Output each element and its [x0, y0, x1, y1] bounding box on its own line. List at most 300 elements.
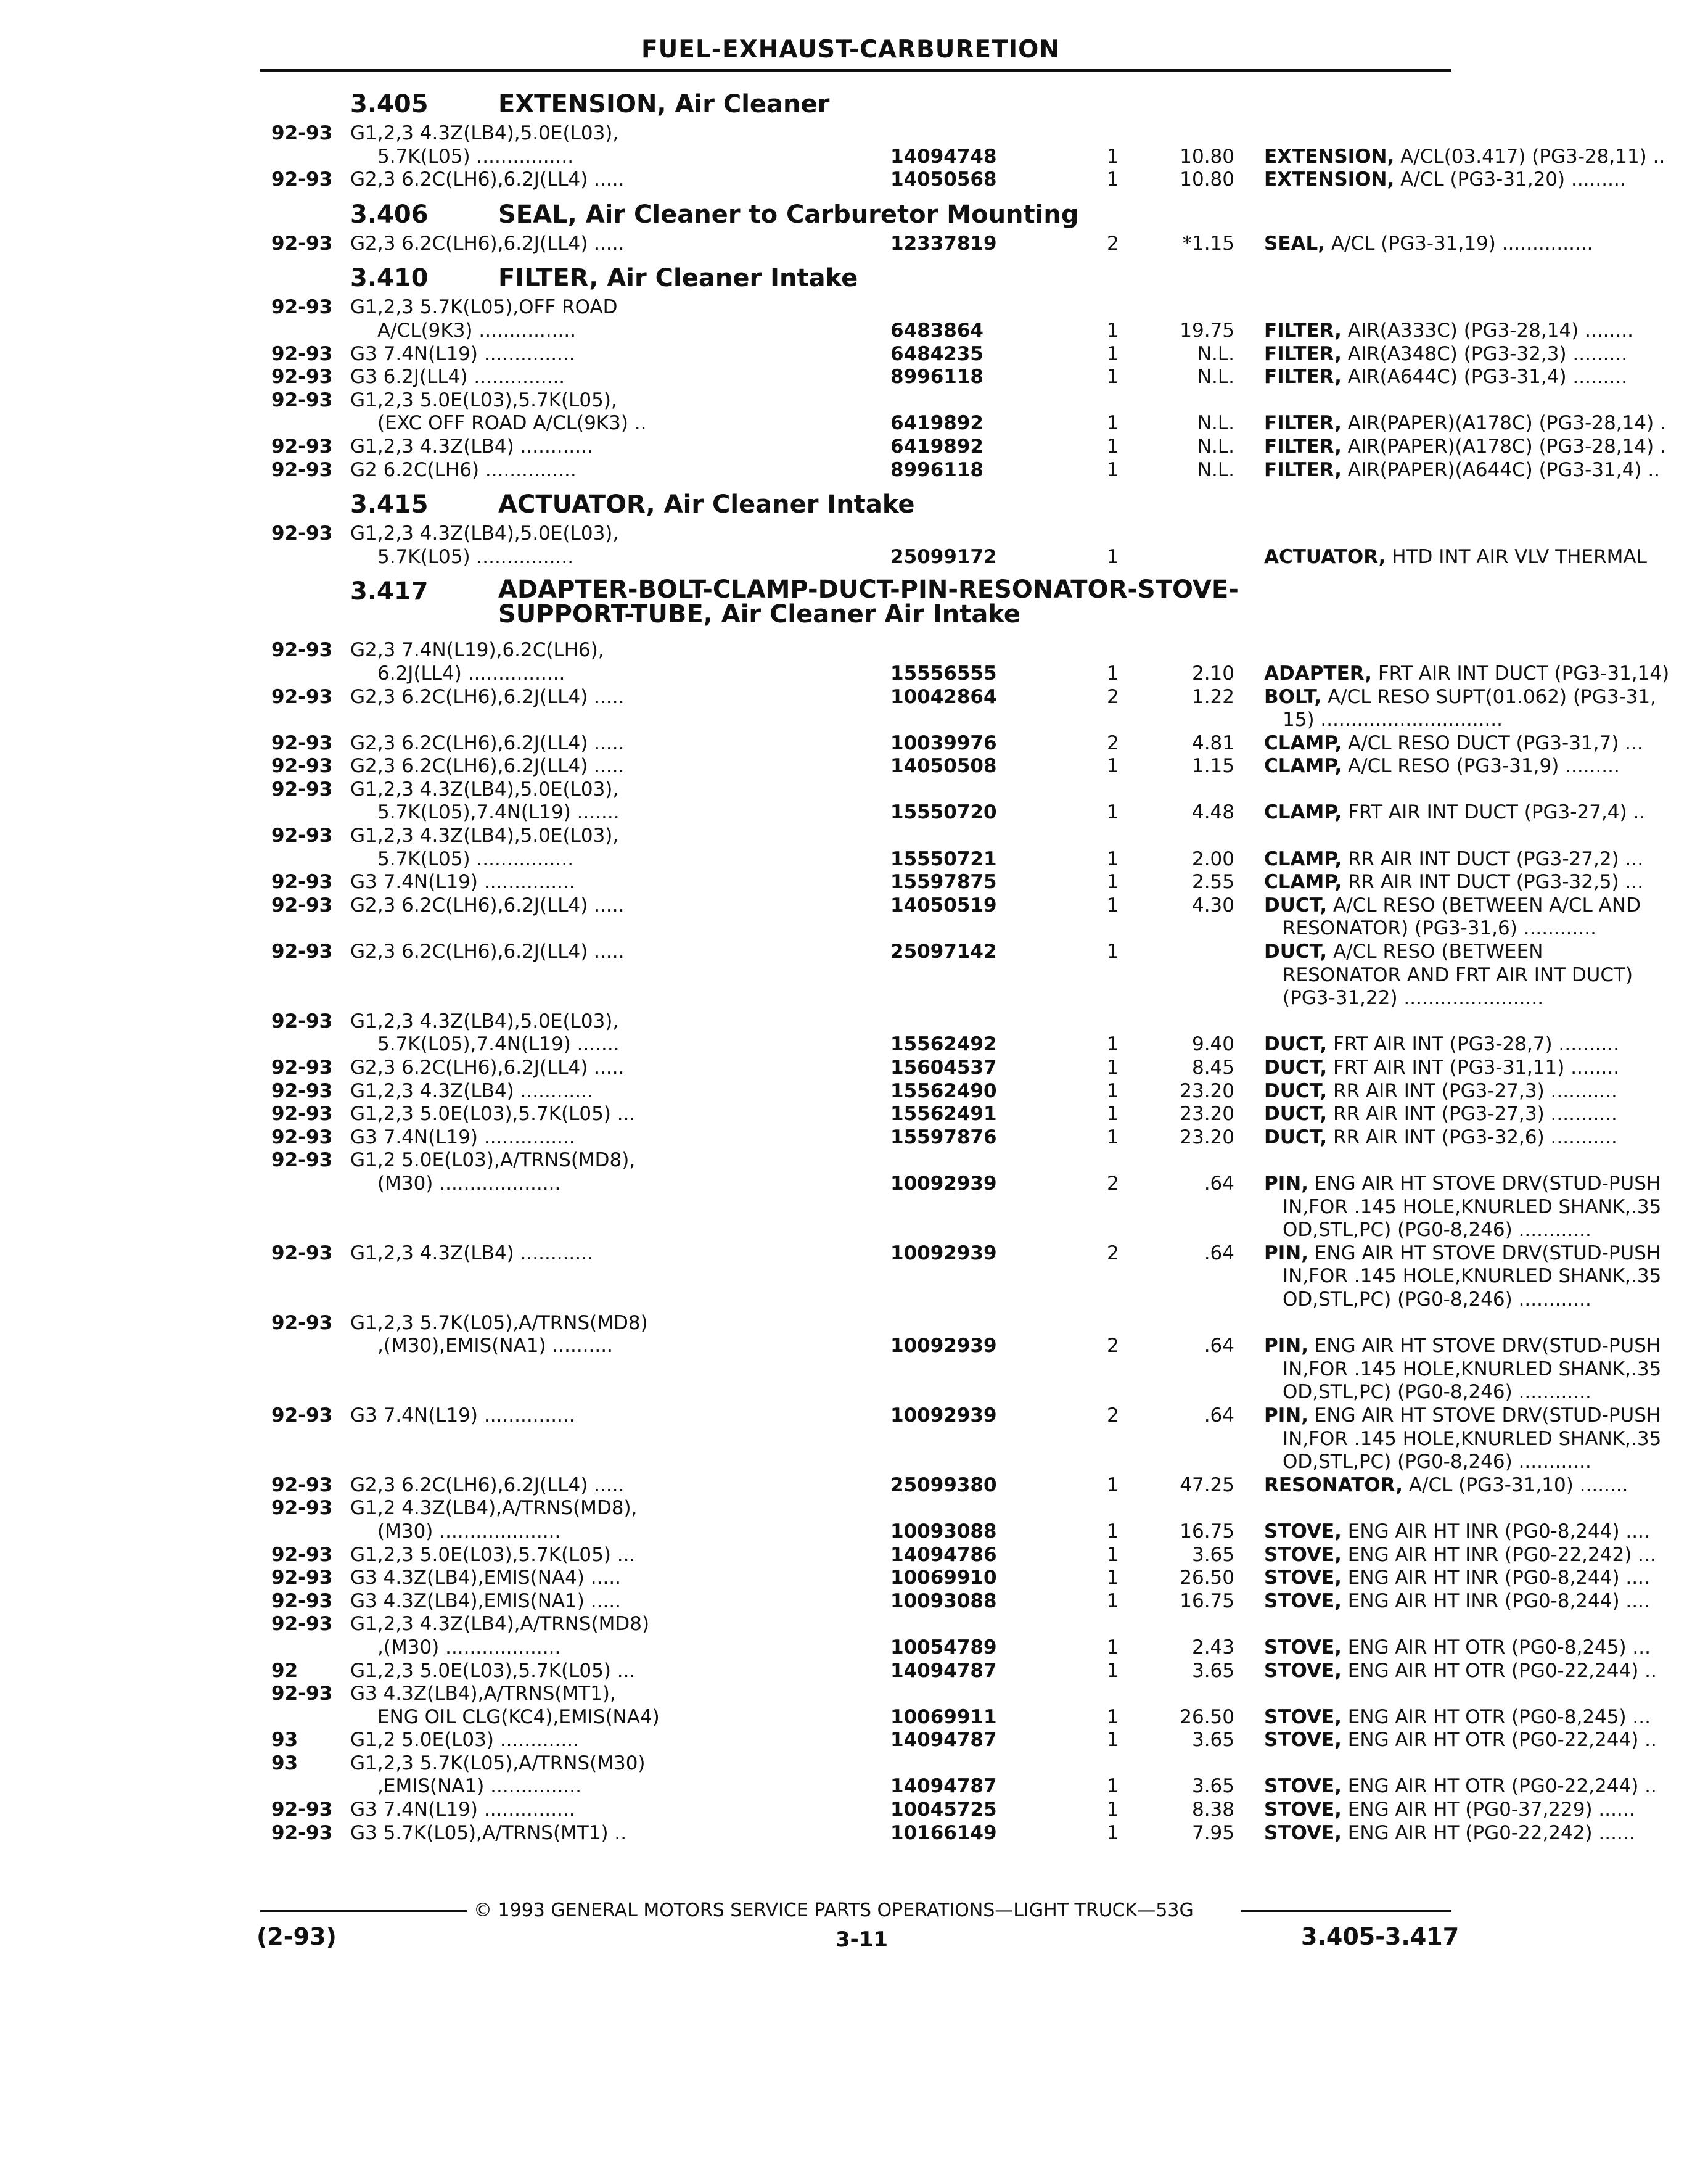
quantity: 2: [1107, 1242, 1119, 1264]
price: 16.75: [1180, 1589, 1234, 1612]
application: [350, 1126, 942, 1150]
price: 9.40: [1191, 1033, 1234, 1056]
description: [1264, 941, 1708, 1010]
application-line: (M30) ....................: [377, 1172, 561, 1195]
model-year: 92-93: [271, 639, 333, 662]
quantity: 1: [1107, 847, 1119, 870]
quantity: 1: [1107, 1057, 1119, 1079]
model-year: 92-93: [271, 296, 333, 319]
application-line: G3 4.3Z(LB4),A/TRNS(MT1),: [350, 1683, 616, 1705]
description-keyword: STOVE,: [1264, 1729, 1342, 1752]
model-year: 92-93: [271, 685, 333, 708]
description: [1264, 1103, 1708, 1126]
model-year: 92-93: [271, 941, 333, 963]
price: 2.55: [1191, 871, 1234, 894]
application-line: G1,2,3 5.7K(L05),A/TRNS(MD8): [350, 1311, 648, 1334]
description: [1264, 662, 1708, 686]
description-keyword: FILTER,: [1264, 319, 1342, 342]
section-title-line: SUPPORT-TUBE, Air Cleaner Air Intake: [498, 600, 1020, 629]
part-number: 25097142: [890, 941, 997, 963]
description-line: IN,FOR .145 HOLE,KNURLED SHANK,.35: [1283, 1427, 1662, 1450]
part-number: 6419892: [890, 412, 983, 435]
application-line: (M30) ....................: [377, 1520, 561, 1543]
description-keyword: DUCT,: [1264, 941, 1328, 963]
part-number: 14050508: [890, 755, 997, 778]
description-line: STOVE, ENG AIR HT OTR (PG0-22,244) ..: [1264, 1729, 1657, 1752]
application-line: 5.7K(L05) ................: [377, 145, 574, 168]
description-keyword: CLAMP,: [1264, 755, 1342, 778]
application-line: G2,3 6.2C(LH6),6.2J(LL4) .....: [350, 1473, 625, 1496]
application: [350, 825, 942, 871]
application-line: G1,2,3 4.3Z(LB4),5.0E(L03),: [350, 778, 619, 801]
model-year: 92: [271, 1659, 298, 1682]
description-line: 15) ..............................: [1283, 709, 1503, 731]
description: [1264, 412, 1708, 435]
part-number: 10093088: [890, 1520, 997, 1543]
description-keyword: PIN,: [1264, 1335, 1308, 1357]
description: [1264, 1590, 1708, 1613]
description-line: RESONATOR) (PG3-31,6) ............: [1283, 917, 1596, 940]
part-row: [271, 871, 1644, 894]
description-keyword: CLAMP,: [1264, 847, 1342, 870]
application-line: G1,2,3 4.3Z(LB4),5.0E(L03),: [350, 122, 619, 144]
quantity: 2: [1107, 1335, 1119, 1357]
price: 19.75: [1180, 319, 1234, 342]
description: [1264, 435, 1708, 459]
model-year: 92-93: [271, 1311, 333, 1334]
quantity: 1: [1107, 168, 1119, 191]
quantity: 1: [1107, 1636, 1119, 1658]
quantity: 1: [1107, 871, 1119, 894]
price: 1.22: [1191, 685, 1234, 708]
description-line: CLAMP, RR AIR INT DUCT (PG3-27,2) ...: [1264, 847, 1644, 870]
model-year: 92-93: [271, 1103, 333, 1126]
quantity: 1: [1107, 1543, 1119, 1566]
price: 2.10: [1191, 662, 1234, 685]
application-line: ,(M30),EMIS(NA1) ..........: [377, 1335, 613, 1357]
description: [1264, 801, 1708, 825]
part-row: [271, 522, 1647, 569]
footer-rule-left: [260, 1910, 467, 1912]
price: 16.75: [1180, 1520, 1234, 1543]
application: [350, 1822, 942, 1845]
description-line: DUCT, FRT AIR INT (PG3-28,7) ..........: [1264, 1033, 1620, 1056]
quantity: 1: [1107, 1659, 1119, 1682]
description-line: DUCT, RR AIR INT (PG3-32,6) ...........: [1264, 1126, 1617, 1148]
description-keyword: DUCT,: [1264, 1033, 1328, 1056]
part-number: 14094748: [890, 145, 997, 168]
model-year: 92-93: [271, 755, 333, 778]
price: 8.38: [1191, 1798, 1234, 1821]
model-year: 92-93: [271, 458, 333, 481]
application-line: G3 5.7K(L05),A/TRNS(MT1) ..: [350, 1821, 627, 1844]
quantity: 1: [1107, 366, 1119, 389]
part-row: [271, 122, 1665, 168]
description-line: IN,FOR .145 HOLE,KNURLED SHANK,.35: [1283, 1265, 1662, 1288]
application-line: G1,2 5.0E(L03),A/TRNS(MD8),: [350, 1149, 636, 1172]
model-year: 92-93: [271, 1543, 333, 1566]
quantity: 1: [1107, 1473, 1119, 1496]
application-line: G3 7.4N(L19) ...............: [350, 1798, 575, 1821]
application-line: 5.7K(L05),7.4N(L19) .......: [377, 801, 620, 824]
application-line: G1,2 4.3Z(LB4),A/TRNS(MD8),: [350, 1497, 638, 1520]
description: [1264, 1775, 1708, 1798]
description-line: STOVE, ENG AIR HT INR (PG0-8,244) ....: [1264, 1520, 1650, 1543]
header-rule: [260, 69, 1451, 72]
part-row: [271, 1057, 1620, 1080]
part-row: [271, 1821, 1635, 1845]
description: [1264, 1798, 1708, 1822]
part-row: [271, 1404, 1662, 1474]
description-line: IN,FOR .145 HOLE,KNURLED SHANK,.35: [1283, 1357, 1662, 1380]
part-number: 14094787: [890, 1659, 997, 1682]
part-row: [271, 1543, 1656, 1567]
description-line: EXTENSION, A/CL (PG3-31,20) .........: [1264, 168, 1626, 191]
part-number: 15562491: [890, 1103, 997, 1126]
price: N.L.: [1197, 458, 1234, 481]
description-line: STOVE, ENG AIR HT INR (PG0-8,244) ....: [1264, 1567, 1650, 1589]
section-title-line: ACTUATOR, Air Cleaner Intake: [498, 490, 915, 519]
application-line: G3 7.4N(L19) ...............: [350, 342, 575, 365]
application: [350, 343, 942, 366]
part-row: [271, 296, 1633, 342]
description-line: RESONATOR, A/CL (PG3-31,10) ........: [1264, 1473, 1628, 1496]
part-row: [271, 755, 1620, 778]
application-line: G2 6.2C(LH6) ...............: [350, 458, 577, 481]
part-row: [271, 458, 1661, 482]
price: N.L.: [1197, 435, 1234, 458]
description: [1264, 1660, 1708, 1683]
description: [1264, 319, 1708, 343]
model-year: 92-93: [271, 1473, 333, 1496]
part-number: 8996118: [890, 366, 983, 389]
description: [1264, 1172, 1708, 1242]
description-line: CLAMP, A/CL RESO DUCT (PG3-31,7) ...: [1264, 731, 1643, 754]
section-number: 3.405: [350, 90, 429, 118]
part-row: [271, 232, 1593, 256]
description: [1264, 343, 1708, 366]
part-number: 10069910: [890, 1567, 997, 1589]
description-line: SEAL, A/CL (PG3-31,19) ...............: [1264, 232, 1593, 255]
application-line: G2,3 6.2C(LH6),6.2J(LL4) .....: [350, 685, 625, 708]
model-year: 92-93: [271, 342, 333, 365]
description: [1264, 366, 1708, 389]
application: [350, 778, 942, 825]
part-number: 15597875: [890, 871, 997, 894]
quantity: 2: [1107, 1404, 1119, 1427]
application-line: 5.7K(L05) ................: [377, 545, 574, 568]
application: [350, 686, 942, 709]
quantity: 1: [1107, 458, 1119, 481]
application-line: 5.7K(L05),7.4N(L19) .......: [377, 1033, 620, 1056]
description-line: FILTER, AIR(PAPER)(A644C) (PG3-31,4) ..: [1264, 458, 1661, 481]
section-title-line: ADAPTER-BOLT-CLAMP-DUCT-PIN-RESONATOR-STOVE-: [498, 575, 1239, 604]
application-line: 5.7K(L05) ................: [377, 847, 574, 870]
model-year: 92-93: [271, 1149, 333, 1172]
application: [350, 1057, 942, 1080]
part-row: [271, 389, 1666, 435]
description-line: OD,STL,PC) (PG0-8,246) ............: [1283, 1381, 1591, 1404]
copyright-notice: © 1993 GENERAL MOTORS SERVICE PARTS OPERATIONS—LIGHT TRUCK—53G: [474, 1900, 1194, 1921]
part-number: 15556555: [890, 662, 997, 685]
part-number: 6483864: [890, 319, 983, 342]
price: 4.30: [1191, 894, 1234, 917]
application: [350, 871, 942, 894]
price: *1.15: [1182, 232, 1234, 255]
description-keyword: STOVE,: [1264, 1659, 1342, 1682]
description-line: CLAMP, RR AIR INT DUCT (PG3-32,5) ...: [1264, 871, 1644, 894]
description-keyword: EXTENSION,: [1264, 145, 1395, 168]
part-number: 14094787: [890, 1775, 997, 1798]
quantity: 1: [1107, 145, 1119, 168]
part-row: [271, 941, 1633, 1010]
description: [1264, 1126, 1708, 1150]
part-number: 10054789: [890, 1636, 997, 1658]
part-row: [271, 825, 1644, 871]
parts-listing: [271, 81, 1670, 1845]
description-line: FILTER, AIR(PAPER)(A178C) (PG3-28,14) .: [1264, 435, 1666, 458]
description: [1264, 894, 1708, 941]
application: [350, 894, 942, 918]
section-title: [498, 490, 915, 519]
quantity: 1: [1107, 1705, 1119, 1728]
quantity: 1: [1107, 1033, 1119, 1056]
description-keyword: FILTER,: [1264, 342, 1342, 365]
description-keyword: CLAMP,: [1264, 731, 1342, 754]
description-keyword: DUCT,: [1264, 1126, 1328, 1148]
description: [1264, 871, 1708, 894]
description-keyword: PIN,: [1264, 1242, 1308, 1264]
application-line: G1,2,3 4.3Z(LB4) ............: [350, 435, 593, 458]
part-number: 10069911: [890, 1705, 997, 1728]
description-keyword: CLAMP,: [1264, 801, 1342, 824]
part-row: [271, 1079, 1617, 1103]
model-year: 92-93: [271, 871, 333, 894]
part-number: 14050568: [890, 168, 997, 191]
description-keyword: STOVE,: [1264, 1520, 1342, 1543]
description-keyword: STOVE,: [1264, 1705, 1342, 1728]
application: [350, 459, 942, 482]
quantity: 1: [1107, 1821, 1119, 1844]
model-year: 93: [271, 1752, 298, 1774]
application-line: G1,2,3 5.0E(L03),5.7K(L05) ...: [350, 1543, 636, 1566]
application: [350, 522, 942, 569]
part-number: 15562490: [890, 1079, 997, 1102]
part-number: 10093088: [890, 1589, 997, 1612]
part-row: [271, 1473, 1628, 1497]
section-title: [498, 264, 858, 292]
model-year: 92-93: [271, 1010, 333, 1032]
description-keyword: DUCT,: [1264, 894, 1328, 917]
description-keyword: BOLT,: [1264, 685, 1322, 708]
model-year: 92-93: [271, 435, 333, 458]
part-row: [271, 168, 1626, 192]
price: 4.81: [1191, 731, 1234, 754]
page-header-title: FUEL-EXHAUST-CARBURETION: [641, 36, 1060, 64]
description-keyword: STOVE,: [1264, 1821, 1342, 1844]
application: [350, 1103, 942, 1126]
description-line: STOVE, ENG AIR HT OTR (PG0-22,244) ..: [1264, 1659, 1657, 1682]
description: [1264, 1404, 1708, 1474]
part-row: [271, 1103, 1617, 1126]
application-line: ,(M30) ...................: [377, 1636, 561, 1658]
price: 47.25: [1180, 1473, 1234, 1496]
description: [1264, 459, 1708, 482]
price: 3.65: [1191, 1775, 1234, 1798]
part-number: 15550720: [890, 801, 997, 824]
description: [1264, 1242, 1708, 1312]
description: [1264, 1567, 1708, 1590]
section-heading: [271, 194, 1461, 233]
description-keyword: FILTER,: [1264, 366, 1342, 389]
application: [350, 389, 942, 435]
part-row: [271, 639, 1670, 685]
application-line: G3 7.4N(L19) ...............: [350, 1126, 575, 1148]
part-number: 10045725: [890, 1798, 997, 1821]
description-line: STOVE, ENG AIR HT OTR (PG0-8,245) ...: [1264, 1636, 1651, 1658]
description-keyword: FILTER,: [1264, 435, 1342, 458]
description: [1264, 146, 1708, 169]
application-line: G1,2,3 4.3Z(LB4) ............: [350, 1079, 593, 1102]
model-year: 92-93: [271, 122, 333, 144]
application: [350, 1010, 942, 1057]
price: 4.48: [1191, 801, 1234, 824]
model-year: 92-93: [271, 1126, 333, 1148]
model-year: 92-93: [271, 522, 333, 545]
section-title-line: EXTENSION, Air Cleaner: [498, 90, 830, 118]
quantity: 2: [1107, 1172, 1119, 1195]
description-line: DUCT, RR AIR INT (PG3-27,3) ...........: [1264, 1103, 1617, 1126]
description-line: DUCT, FRT AIR INT (PG3-31,11) ........: [1264, 1057, 1620, 1079]
model-year: 92-93: [271, 1683, 333, 1705]
application: [350, 1080, 942, 1103]
description-line: STOVE, ENG AIR HT OTR (PG0-8,245) ...: [1264, 1705, 1651, 1728]
model-year: 92-93: [271, 894, 333, 917]
description-line: FILTER, AIR(A348C) (PG3-32,3) .........: [1264, 342, 1628, 365]
part-row: [271, 731, 1643, 756]
section-title-line: SEAL, Air Cleaner to Carburetor Mounting: [498, 200, 1079, 229]
part-number: 10092939: [890, 1242, 997, 1264]
price: .64: [1204, 1242, 1234, 1264]
price: 26.50: [1180, 1705, 1234, 1728]
model-year: 92-93: [271, 1497, 333, 1520]
quantity: 1: [1107, 941, 1119, 963]
quantity: 1: [1107, 342, 1119, 365]
part-number: 6419892: [890, 435, 983, 458]
model-year: 92-93: [271, 1057, 333, 1079]
part-row: [271, 1659, 1657, 1683]
section-title: [498, 577, 1239, 627]
quantity: 1: [1107, 319, 1119, 342]
application: [350, 1497, 942, 1543]
description-keyword: STOVE,: [1264, 1775, 1342, 1798]
description-line: CLAMP, FRT AIR INT DUCT (PG3-27,4) ..: [1264, 801, 1646, 824]
quantity: 1: [1107, 662, 1119, 685]
application-line: G1,2,3 4.3Z(LB4),5.0E(L03),: [350, 1010, 619, 1032]
description-keyword: FILTER,: [1264, 458, 1342, 481]
description-line: BOLT, A/CL RESO SUPT(01.062) (PG3-31,: [1264, 685, 1656, 708]
application-line: G1,2 5.0E(L03) .............: [350, 1729, 579, 1752]
description-line: OD,STL,PC) (PG0-8,246) ............: [1283, 1219, 1591, 1242]
application: [350, 941, 942, 964]
application: [350, 122, 942, 168]
application: [350, 366, 942, 389]
application-line: G1,2,3 5.7K(L05),OFF ROAD: [350, 296, 618, 319]
description: [1264, 848, 1708, 871]
part-number: 15562492: [890, 1033, 997, 1056]
price: 2.00: [1191, 847, 1234, 870]
quantity: 1: [1107, 1520, 1119, 1543]
application-line: G2,3 6.2C(LH6),6.2J(LL4) .....: [350, 894, 625, 917]
application-line: G1,2,3 5.0E(L03),5.7K(L05) ...: [350, 1659, 636, 1682]
part-row: [271, 1126, 1617, 1150]
description-line: PIN, ENG AIR HT STOVE DRV(STUD-PUSH: [1264, 1404, 1661, 1427]
model-year: 92-93: [271, 389, 333, 411]
part-number: 25099380: [890, 1473, 997, 1496]
quantity: 1: [1107, 1798, 1119, 1821]
part-number: 15604537: [890, 1057, 997, 1079]
section-title-line: FILTER, Air Cleaner Intake: [498, 264, 858, 293]
description-line: STOVE, ENG AIR HT OTR (PG0-22,244) ..: [1264, 1775, 1657, 1798]
application: [350, 1613, 942, 1659]
application-line: G2,3 6.2C(LH6),6.2J(LL4) .....: [350, 168, 625, 191]
price: 8.45: [1191, 1057, 1234, 1079]
price: 2.43: [1191, 1636, 1234, 1658]
quantity: 1: [1107, 412, 1119, 435]
description-line: DUCT, A/CL RESO (BETWEEN A/CL AND: [1264, 894, 1641, 917]
description-line: STOVE, ENG AIR HT INR (PG0-22,242) ...: [1264, 1543, 1656, 1566]
application-line: G1,2,3 4.3Z(LB4),5.0E(L03),: [350, 522, 619, 545]
quantity: 1: [1107, 1775, 1119, 1798]
description: [1264, 1080, 1708, 1103]
description: [1264, 1822, 1708, 1845]
footer-page-number: 3-11: [836, 1927, 889, 1952]
part-number: 10092939: [890, 1335, 997, 1357]
quantity: 1: [1107, 435, 1119, 458]
part-row: [271, 1683, 1651, 1729]
part-number: 6484235: [890, 342, 983, 365]
description-keyword: RESONATOR,: [1264, 1473, 1403, 1496]
part-number: 10092939: [890, 1404, 997, 1427]
section-heading: [271, 484, 1461, 522]
price: 3.65: [1191, 1729, 1234, 1752]
description-keyword: FILTER,: [1264, 412, 1342, 435]
price: 7.95: [1191, 1821, 1234, 1844]
application: [350, 639, 942, 685]
application: [350, 1149, 942, 1195]
description: [1264, 686, 1708, 732]
description-keyword: STOVE,: [1264, 1798, 1342, 1821]
application-line: G1,2,3 5.0E(L03),5.7K(L05),: [350, 389, 617, 411]
application-line: G3 7.4N(L19) ...............: [350, 871, 575, 894]
application-line: G2,3 6.2C(LH6),6.2J(LL4) .....: [350, 232, 625, 255]
application: [350, 1752, 942, 1798]
price: 23.20: [1180, 1079, 1234, 1102]
description-line: DUCT, A/CL RESO (BETWEEN: [1264, 941, 1543, 963]
quantity: 1: [1107, 894, 1119, 917]
price: 23.20: [1180, 1103, 1234, 1126]
price: .64: [1204, 1172, 1234, 1195]
application: [350, 1544, 942, 1567]
description-keyword: DUCT,: [1264, 1103, 1328, 1126]
part-row: [271, 1613, 1651, 1659]
price: 3.65: [1191, 1659, 1234, 1682]
quantity: 1: [1107, 545, 1119, 568]
part-row: [271, 342, 1628, 366]
quantity: 1: [1107, 1126, 1119, 1148]
description: [1264, 168, 1708, 192]
part-row: [271, 1149, 1662, 1242]
